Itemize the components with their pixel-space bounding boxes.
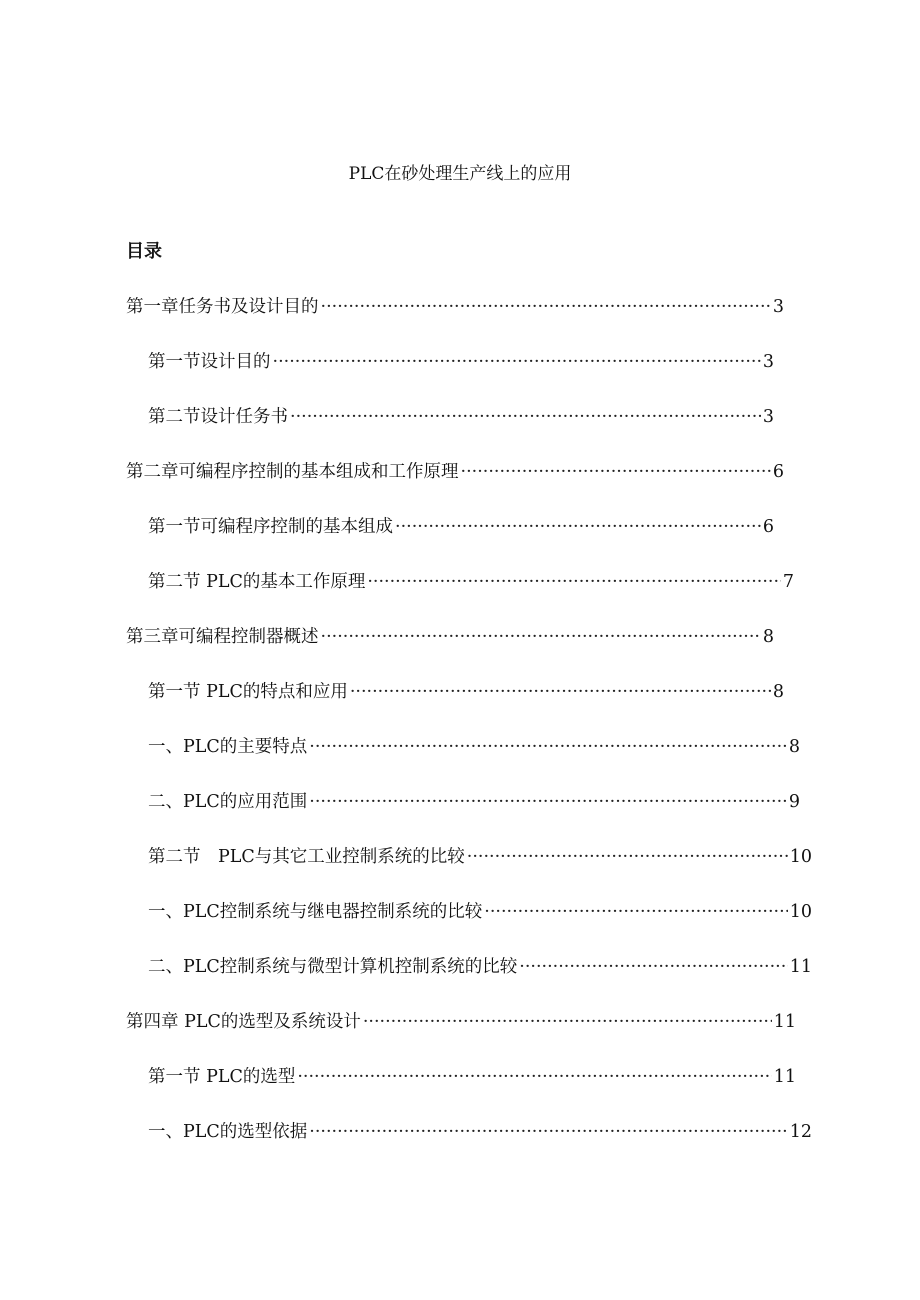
toc-entry-title: 二、PLC的应用范围 — [148, 792, 308, 812]
dot-leader — [367, 567, 781, 597]
toc-entry-section-2-2[interactable] — [148, 567, 794, 597]
toc-entry-chapter-2[interactable] — [126, 457, 784, 487]
toc-entry-page: 10 — [789, 902, 812, 922]
dot-leader — [309, 1117, 787, 1147]
toc-entry-item-3-1-2[interactable] — [148, 787, 800, 817]
toc-entry-title: 第一章任务书及设计目的 — [126, 297, 319, 317]
toc-entry-section-3-2[interactable] — [148, 842, 812, 872]
toc-entry-section-1-2[interactable] — [148, 402, 774, 432]
toc-entry-page: 3 — [762, 407, 774, 427]
toc-entry-page: 10 — [789, 847, 812, 867]
toc-entry-item-3-2-1[interactable] — [148, 897, 812, 927]
toc-entry-chapter-4[interactable] — [126, 1007, 796, 1037]
dot-leader — [395, 512, 761, 542]
toc-entry-title: 第四章 PLC的选型及系统设计 — [126, 1012, 361, 1032]
toc-entry-page: 8 — [788, 737, 800, 757]
toc-entry-section-3-1[interactable] — [148, 677, 784, 707]
toc-entry-title: 第二章可编程序控制的基本组成和工作原理 — [126, 462, 459, 482]
toc-entry-title: 一、PLC的主要特点 — [148, 737, 308, 757]
toc-entry-title: 第一节可编程序控制的基本组成 — [148, 517, 393, 537]
toc-entry-page: 12 — [789, 1122, 812, 1142]
dot-leader — [321, 622, 761, 652]
dot-leader — [309, 787, 787, 817]
toc-entry-chapter-3[interactable] — [126, 622, 774, 652]
toc-entry-title: 第三章可编程控制器概述 — [126, 627, 319, 647]
dot-leader — [309, 732, 787, 762]
toc-entry-title: 一、PLC控制系统与继电器控制系统的比较 — [148, 902, 483, 922]
dot-leader — [461, 457, 771, 487]
toc-entry-item-4-1-1[interactable] — [148, 1117, 812, 1147]
document-title: PLC在砂处理生产线上的应用 — [348, 164, 572, 184]
toc-entry-section-1-1[interactable] — [148, 347, 774, 377]
toc-entry-title: 一、PLC的选型依据 — [148, 1122, 308, 1142]
dot-leader — [350, 677, 771, 707]
toc-heading: 目录 — [126, 241, 162, 262]
toc-entry-page: 3 — [772, 297, 784, 317]
toc-entry-item-3-1-1[interactable] — [148, 732, 800, 762]
toc-entry-page: 11 — [789, 957, 812, 977]
dot-leader — [273, 347, 761, 377]
toc-entry-title: 第二节 PLC的基本工作原理 — [148, 572, 366, 592]
toc-entry-page: 8 — [772, 682, 784, 702]
dot-leader — [297, 1062, 771, 1092]
dot-leader — [290, 402, 761, 432]
toc-entry-title: 第一节 PLC的特点和应用 — [148, 682, 348, 702]
toc-entry-page: 9 — [788, 792, 800, 812]
toc-entry-title: 第一节 PLC的选型 — [148, 1067, 296, 1087]
toc-entry-page: 11 — [773, 1067, 796, 1087]
toc-entry-item-3-2-2[interactable] — [148, 952, 812, 982]
toc-entry-chapter-1[interactable] — [126, 292, 784, 322]
toc-entry-page: 11 — [773, 1012, 796, 1032]
toc-entry-section-4-1[interactable] — [148, 1062, 796, 1092]
toc-entry-page: 6 — [762, 517, 774, 537]
toc-entry-title: 第一节设计目的 — [148, 352, 271, 372]
toc-entry-page: 6 — [772, 462, 784, 482]
dot-leader — [519, 952, 787, 982]
toc-entry-page: 8 — [762, 627, 774, 647]
dot-leader — [321, 292, 771, 322]
toc-entry-title: 二、PLC控制系统与微型计算机控制系统的比较 — [148, 957, 518, 977]
dot-leader — [484, 897, 787, 927]
toc-entry-title: 第二节设计任务书 — [148, 407, 288, 427]
toc-entry-page: 7 — [782, 572, 794, 592]
dot-leader — [467, 842, 788, 872]
toc-entry-page: 3 — [762, 352, 774, 372]
toc-entry-section-2-1[interactable] — [148, 512, 774, 542]
toc-entry-title: 第二节 PLC与其它工业控制系统的比较 — [148, 847, 465, 867]
dot-leader — [363, 1007, 772, 1037]
